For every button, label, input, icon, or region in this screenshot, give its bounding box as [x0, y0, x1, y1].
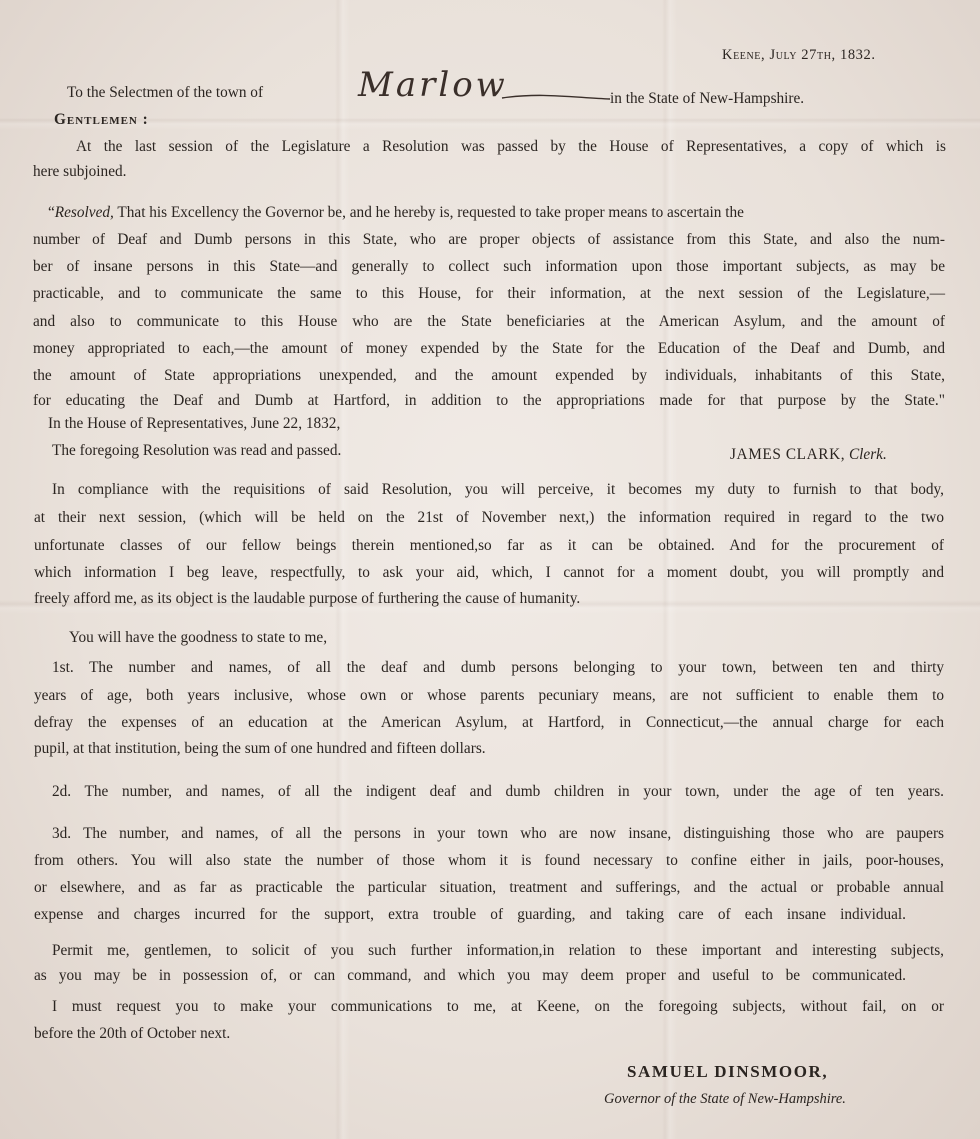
resolution-line-2: number of Deaf and Dumb persons in this State, who are proper objects of assistance from this State, and also the num- — [33, 231, 945, 248]
resolved-word: Resolved, — [54, 204, 114, 221]
resolution-line-4: practicable, and to communicate the same to this House, for their information, at the next session of the Legislature,— — [33, 285, 945, 302]
item3-line-4: expense and charges incurred for the support, extra trouble of guarding, and taking care of each insane individual. — [34, 906, 906, 923]
governor-signature: SAMUEL DINSMOOR, — [627, 1062, 829, 1081]
resolution-line-5: and also to communicate to this House who are the State beneficiaries at the American Asylum, and the amount of — [33, 313, 945, 330]
governor-title: Governor of the State of New-Hampshire. — [604, 1091, 846, 1107]
item1-line-3: defray the expenses of an education at the American Asylum, at Hartford, in Connecticut,—the annual charge for each — [34, 714, 944, 731]
clerk-title: Clerk. — [848, 446, 887, 463]
closing-line-1: I must request you to make your communications to me, at Keene, on the foregoing subjects, without fail, on or — [52, 998, 944, 1015]
compliance-line-4: which information I beg leave, respectfully, to ask your aid, which, I cannot for a moment doubt, you will promptly and — [34, 564, 944, 581]
clerk-signature — [730, 445, 887, 465]
item3-line-1: 3d. The number, and names, of all the persons in your town who are now insane, distinguishing those who are paupers — [52, 825, 944, 842]
compliance-line-2: at their next session, (which will be held on the 21st of November next,) the information required in regard to the two — [34, 509, 944, 526]
resolution-line-6: money appropriated to each,—the amount of money expended by the State for the Education of the Deaf and Dumb, and — [33, 340, 945, 357]
item1-line-1: 1st. The number and names, of all the deaf and dumb persons belonging to your town, between ten and thirty — [52, 659, 944, 676]
item3-line-2: from others. You will also state the number of those whom it is found necessary to confine either in jails, poor-houses, — [34, 852, 944, 869]
intro-line-1: At the last session of the Legislature a Resolution was passed by the House of Representatives, a copy of which is — [76, 138, 946, 155]
item1-line-4: pupil, at that institution, being the sum of one hundred and fifteen dollars. — [34, 740, 486, 757]
intro-line-2: here subjoined. — [33, 163, 127, 180]
closing-line-2: before the 20th of October next. — [34, 1025, 231, 1042]
resolution-line-1: “Resolved, That his Excellency the Governor be, and he hereby is, requested to take proper means to ascertain the — [48, 204, 744, 221]
address-before: To the Selectmen of the town of — [67, 84, 264, 101]
compliance-line-1: In compliance with the requisitions of said Resolution, you will perceive, it becomes my duty to furnish to that body, — [52, 481, 944, 498]
compliance-line-3: unfortunate classes of our fellow beings therein mentioned,so far as it can be obtained. And for the procurement of — [34, 537, 944, 554]
permit-line-2: as you may be in possession of, or can command, and which you may deem proper and useful to be communicated. — [34, 967, 906, 984]
letter-date: Keene, July 27th, 1832. — [722, 47, 876, 63]
permit-line-1: Permit me, gentlemen, to solicit of you such further information,in relation to these important and interesting subjects, — [52, 942, 944, 959]
resolution-line-8: for educating the Deaf and Dumb at Hartford, in addition to the appropriations made for that purpose by the State." — [33, 392, 945, 409]
resolution-line-7: the amount of State appropriations unexpended, and the amount expended by individuals, inhabitants of this State, — [33, 367, 945, 384]
address-after: in the State of New-Hampshire. — [610, 90, 805, 107]
house-line: In the House of Representatives, June 22, 1832, — [48, 415, 341, 432]
handwritten-town-name — [352, 62, 612, 108]
resolution-line-3: ber of insane persons in this State—and generally to collect such information upon those important subjects, as may be — [33, 258, 945, 275]
item3-line-3: or elsewhere, and as far as practicable the particular situation, treatment and sufferings, and the actual or probable annual — [34, 879, 944, 896]
compliance-line-5: freely afford me, as its object is the laudable purpose of furthering the cause of humanity. — [34, 590, 581, 607]
item1-line-2: years of age, both years inclusive, whose own or whose parents pecuniary means, are not sufficient to enable them to — [34, 687, 944, 704]
request-intro: You will have the goodness to state to me, — [69, 629, 328, 646]
clerk-name: JAMES CLARK, — [730, 446, 846, 463]
passed-line: The foregoing Resolution was read and passed. — [52, 442, 342, 459]
handwritten-town-text: Marlow — [358, 65, 508, 105]
salutation: Gentlemen : — [54, 111, 149, 128]
resolution-line-1-text: That his Excellency the Governor be, and he hereby is, requested to take proper means to ascertain the — [117, 204, 744, 221]
item2-line: 2d. The number, and names, of all the indigent deaf and dumb children in your town, under the age of ten years. — [52, 783, 944, 800]
